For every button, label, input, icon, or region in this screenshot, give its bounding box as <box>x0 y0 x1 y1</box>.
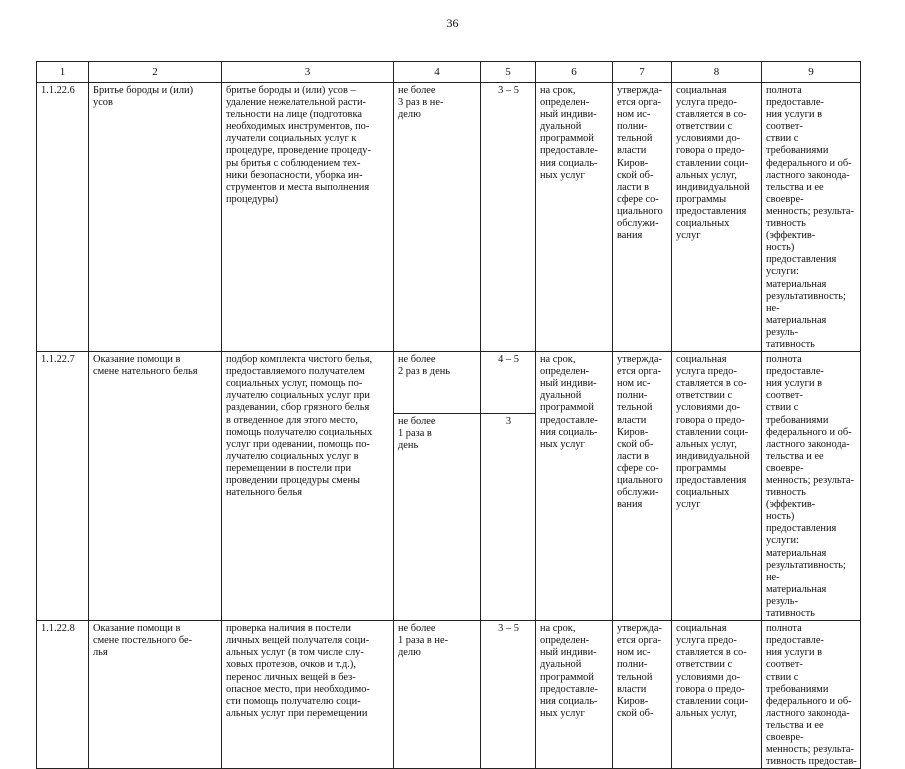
service-frequency: не более 2 раз в день <box>394 352 481 414</box>
service-conditions: социальная услуга предо- ставляется в со- ответствии с условиями до- говора о предо- ставлении соци- альных услуг, индивидуальной программы предоставления социальных услуг <box>672 352 762 621</box>
service-name: Оказание помощи в смене постельного бе- лья <box>89 621 222 769</box>
header-cell-8: 8 <box>672 62 762 83</box>
service-description: проверка наличия в постели личных вещей получателя соци- альных услуг (в том числе слу- ховых протезов, очков и т.д.), перенос личных вещей в без- опасное место, при необходимо- сти помощь получателю соци- альных услуг при перемещении <box>222 621 394 769</box>
service-indicators: полнота предоставле- ния услуги в соответ- ствии с требованиями федерального и об- ластного законода- тельства и ее своевре- менность; результа- тивность предостав- <box>762 621 861 769</box>
header-cell-4: 4 <box>394 62 481 83</box>
service-term: на срок, определен- ный индиви- дуальной программой предоставле- ния социаль- ных услуг <box>536 621 613 769</box>
header-cell-1: 1 <box>37 62 89 83</box>
service-frequency: не более 1 раза в не- делю <box>394 621 481 769</box>
service-cost: утвержда- ется орга- ном ис- полни- тельной власти Киров- ской об- <box>613 621 672 769</box>
service-term: на срок, определен- ный индиви- дуальной программой предоставле- ния социаль- ных услуг <box>536 352 613 621</box>
service-cost: утвержда- ется орга- ном ис- полни- тельной власти Киров- ской об- ласти в сфере со- циального обслужи- вания <box>613 352 672 621</box>
service-indicators: полнота предоставле- ния услуги в соответ- ствии с требованиями федерального и об- ластного законода- тельства и ее своевре- менность; результа- тивность (эффектив- ность) предоставления услуги: материальная результативность; не- материальная резуль- тативность <box>762 83 861 352</box>
service-code: 1.1.22.8 <box>37 621 89 769</box>
table-row <box>37 621 861 769</box>
header-cell-2: 2 <box>89 62 222 83</box>
header-cell-6: 6 <box>536 62 613 83</box>
service-conditions: социальная услуга предо- ставляется в со- ответствии с условиями до- говора о предо- ставлении соци- альных услуг, индивидуальной программы предоставления социальных услуг <box>672 83 762 352</box>
service-indicators: полнота предоставле- ния услуги в соответ- ствии с требованиями федерального и об- ластного законода- тельства и ее своевре- менность; результа- тивность (эффектив- ность) предоставления услуги: материальная результативность; не- материальная резуль- тативность <box>762 352 861 621</box>
service-units: 3 – 5 <box>481 83 536 352</box>
service-name: Бритье бороды и (или) усов <box>89 83 222 352</box>
service-description: подбор комплекта чистого белья, предоставляемого получателем социальных услуг, помощь по- лучателю социальных услуг при раздевании, сбор грязного белья в отведенное для этого место, помощь получателю социальных услуг при одевании, помощь по- лучателю социальных услуг в перемещении в постели при проведении процедуры смены нательного белья <box>222 352 394 621</box>
header-cell-3: 3 <box>222 62 394 83</box>
service-name: Оказание помощи в смене нательного белья <box>89 352 222 621</box>
header-cell-9: 9 <box>762 62 861 83</box>
service-frequency: не более 1 раза в день <box>394 413 481 621</box>
service-description: бритье бороды и (или) усов – удаление нежелательной расти- тельности на лице (подготовка необходимых инструментов, по- лучатели социальных услуг к процедуре, проведение процеду- ры бритья с соблюдением тех- ники безопасности, уборка ин- струментов и места выполнения процедуры) <box>222 83 394 352</box>
header-cell-5: 5 <box>481 62 536 83</box>
service-units: 3 – 5 <box>481 621 536 769</box>
service-units: 4 – 5 <box>481 352 536 414</box>
service-cost: утвержда- ется орга- ном ис- полни- тельной власти Киров- ской об- ласти в сфере со- циального обслужи- вания <box>613 83 672 352</box>
header-cell-7: 7 <box>613 62 672 83</box>
service-term: на срок, определен- ный индиви- дуальной программой предоставле- ния социаль- ных услуг <box>536 83 613 352</box>
table-row <box>37 83 861 352</box>
service-conditions: социальная услуга предо- ставляется в со- ответствии с условиями до- говора о предо- ставлении соци- альных услуг, <box>672 621 762 769</box>
service-units: 3 <box>481 413 536 621</box>
services-table <box>36 61 861 769</box>
service-code: 1.1.22.7 <box>37 352 89 621</box>
header-row <box>37 62 861 83</box>
page-number: 36 <box>446 16 459 30</box>
service-frequency: не более 3 раз в не- делю <box>394 83 481 352</box>
service-code: 1.1.22.6 <box>37 83 89 352</box>
table-row <box>37 352 861 414</box>
